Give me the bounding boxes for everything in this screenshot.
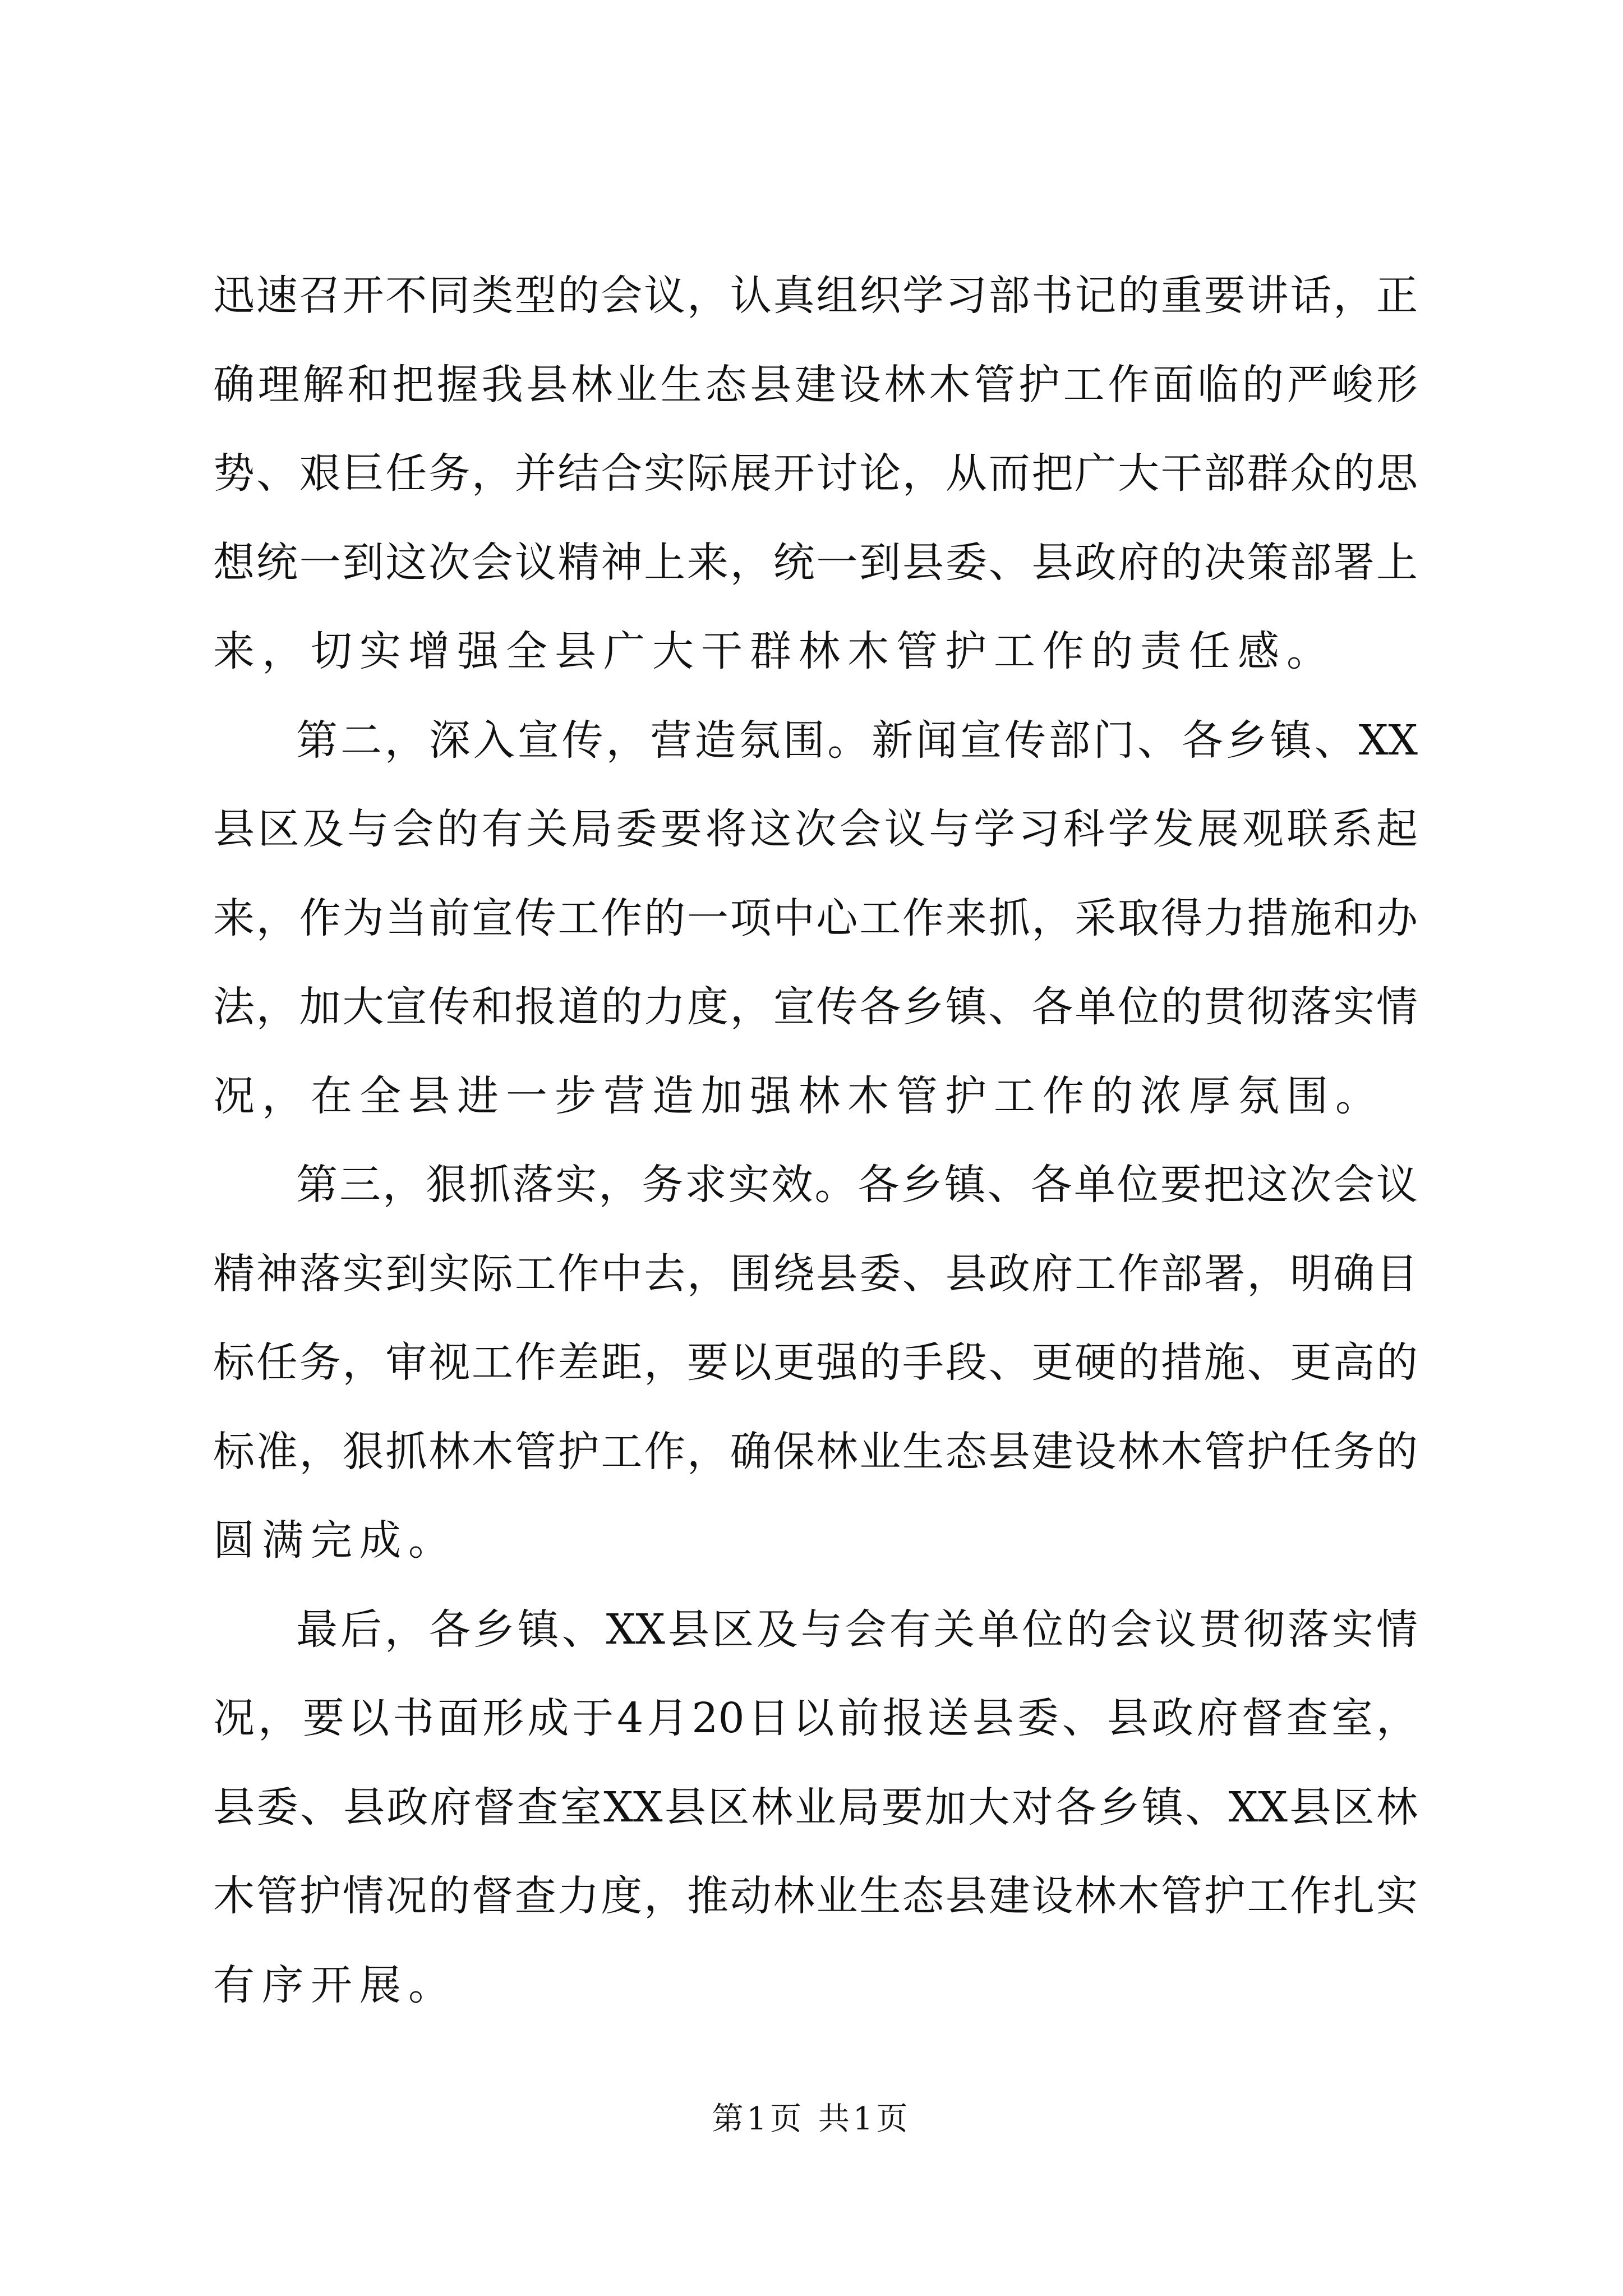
paragraph-3-line-1: 第三，狠抓落实，务求实效。各乡镇、各单位要把这次会议 [296, 1161, 1418, 1209]
paragraph-2-line-3: 来，作为当前宣传工作的一项中心工作来抓，采取得力措施和办 [213, 894, 1418, 942]
page-number-label: 第1页 共1页 [712, 2101, 911, 2137]
paragraph-3-line-3: 标任务，审视工作差距，要以更强的手段、更硬的措施、更高的 [213, 1338, 1418, 1387]
paragraph-2-line-1: 第二，深入宣传，营造氛围。新闻宣传部门、各乡镇、XX [296, 716, 1418, 765]
paragraph-2 [213, 696, 1418, 1141]
paragraph-4-line-5: 有序开展。 [213, 1961, 457, 2009]
paragraph-3 [213, 1140, 1418, 1585]
paragraph-2-line-4: 法，加大宣传和报道的力度，宣传各乡镇、各单位的贯彻落实情 [213, 983, 1418, 1031]
paragraph-1-line-4: 想统一到这次会议精神上来，统一到县委、县政府的决策部署上 [213, 538, 1418, 587]
page-footer [0, 2097, 1623, 2142]
paragraph-4-line-4: 木管护情况的督查力度，推动林业生态县建设林木管护工作扎实 [213, 1872, 1418, 1920]
paragraph-4-line-3: 县委、县政府督查室XX县区林业局要加大对各乡镇、XX县区林 [213, 1783, 1418, 1832]
paragraph-1-line-2: 确理解和把握我县林业生态县建设林木管护工作面临的严峻形 [213, 360, 1418, 409]
paragraph-3-line-4: 标准，狠抓林木管护工作，确保林业生态县建设林木管护任务的 [213, 1427, 1418, 1476]
paragraph-1-line-3: 势、艰巨任务，并结合实际展开讨论，从而把广大干部群众的思 [213, 449, 1418, 498]
paragraph-1-line-1: 迅速召开不同类型的会议，认真组织学习部书记的重要讲话，正 [213, 272, 1418, 320]
paragraph-4-line-2: 况，要以书面形成于4月20日以前报送县委、县政府督查室， [213, 1694, 1418, 1742]
paragraph-3-line-2: 精神落实到实际工作中去，围绕县委、县政府工作部署，明确目 [213, 1249, 1418, 1298]
paragraph-1 [213, 251, 1418, 696]
document-body [213, 251, 1418, 2030]
paragraph-3-line-5: 圆满完成。 [213, 1516, 457, 1565]
paragraph-2-line-5: 况，在全县进一步营造加强林木管护工作的浓厚氛围。 [213, 1071, 1384, 1120]
paragraph-4-line-1: 最后，各乡镇、XX县区及与会有关单位的会议贯彻落实情 [296, 1605, 1418, 1654]
paragraph-2-line-2: 县区及与会的有关局委要将这次会议与学习科学发展观联系起 [213, 805, 1418, 853]
paragraph-4 [213, 1585, 1418, 2030]
paragraph-1-line-5: 来，切实增强全县广大干群林木管护工作的责任感。 [213, 627, 1335, 675]
